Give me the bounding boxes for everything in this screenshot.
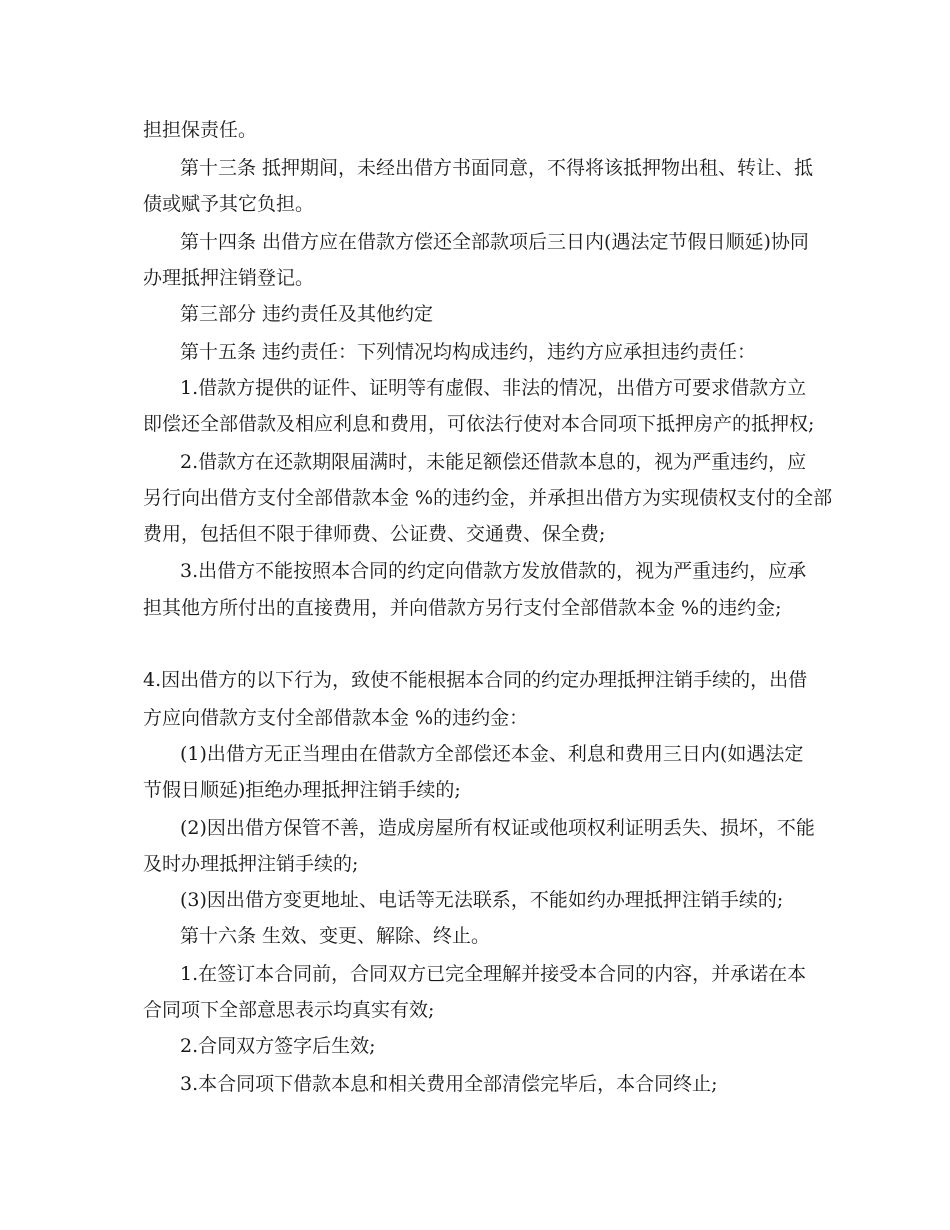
text-line: 第十六条 生效、变更、解除、终止。 [180,925,491,947]
section-heading: 第三部分 违约责任及其他约定 [180,303,434,325]
text-line: 合同项下全部意思表示均真实有效; [143,999,435,1021]
text-line: 3.本合同项下借款本息和相关费用全部清偿完毕后，本合同终止; [180,1073,718,1095]
text-line: 担担保责任。 [143,119,258,141]
text-line: 第十四条 出借方应在借款方偿还全部款项后三日内(遇法定节假日顺延)协同 [180,231,809,253]
text-line: 即偿还全部借款及相应利息和费用，可依法行使对本合同项下抵押房产的抵押权; [143,413,815,435]
text-line: 2.借款方在还款期限届满时，未能足额偿还借款本息的，视为严重违约，应 [180,451,807,473]
text-line: 及时办理抵押注销手续的; [143,853,359,875]
text-line: 2.合同双方签字后生效; [180,1035,376,1057]
text-line: 第十三条 抵押期间，未经出借方书面同意，不得将该抵押物出租、转让、抵 [180,157,814,179]
text-line: (2)因出借方保管不善，造成房屋所有权证或他项权利证明丢失、损坏，不能 [180,817,815,839]
text-line: 4.因出借方的以下行为，致使不能根据本合同的约定办理抵押注销手续的，出借 [143,669,808,691]
text-line: 担其他方所付出的直接费用，并向借款方另行支付全部借款本金 %的违约金; [143,597,782,619]
text-line: 1.借款方提供的证件、证明等有虚假、非法的情况，出借方可要求借款方立 [180,377,807,399]
text-line: (3)因出借方变更地址、电话等无法联系，不能如约办理抵押注销手续的; [180,889,784,911]
text-line: 债或赋予其它负担。 [143,193,315,215]
text-line: 节假日顺延)拒绝办理抵押注销手续的; [143,779,461,801]
text-line: 方应向借款方支付全部借款本金 %的违约金： [143,707,529,729]
text-line: 办理抵押注销登记。 [143,267,315,289]
text-line: 另行向出借方支付全部借款本金 %的违约金，并承担出借方为实现债权支付的全部 [143,487,833,509]
text-line: 费用，包括但不限于律师费、公证费、交通费、保全费; [143,523,606,545]
text-line: 1.在签订本合同前，合同双方已完全理解并接受本合同的内容，并承诺在本 [180,963,807,985]
text-line: (1)出借方无正当理由在借款方全部偿还本金、利息和费用三日内(如遇法定 [180,743,804,765]
text-line: 3.出借方不能按照本合同的约定向借款方发放借款的，视为严重违约，应承 [180,560,807,582]
text-line: 第十五条 违约责任：下列情况均构成违约，违约方应承担违约责任： [180,341,757,363]
